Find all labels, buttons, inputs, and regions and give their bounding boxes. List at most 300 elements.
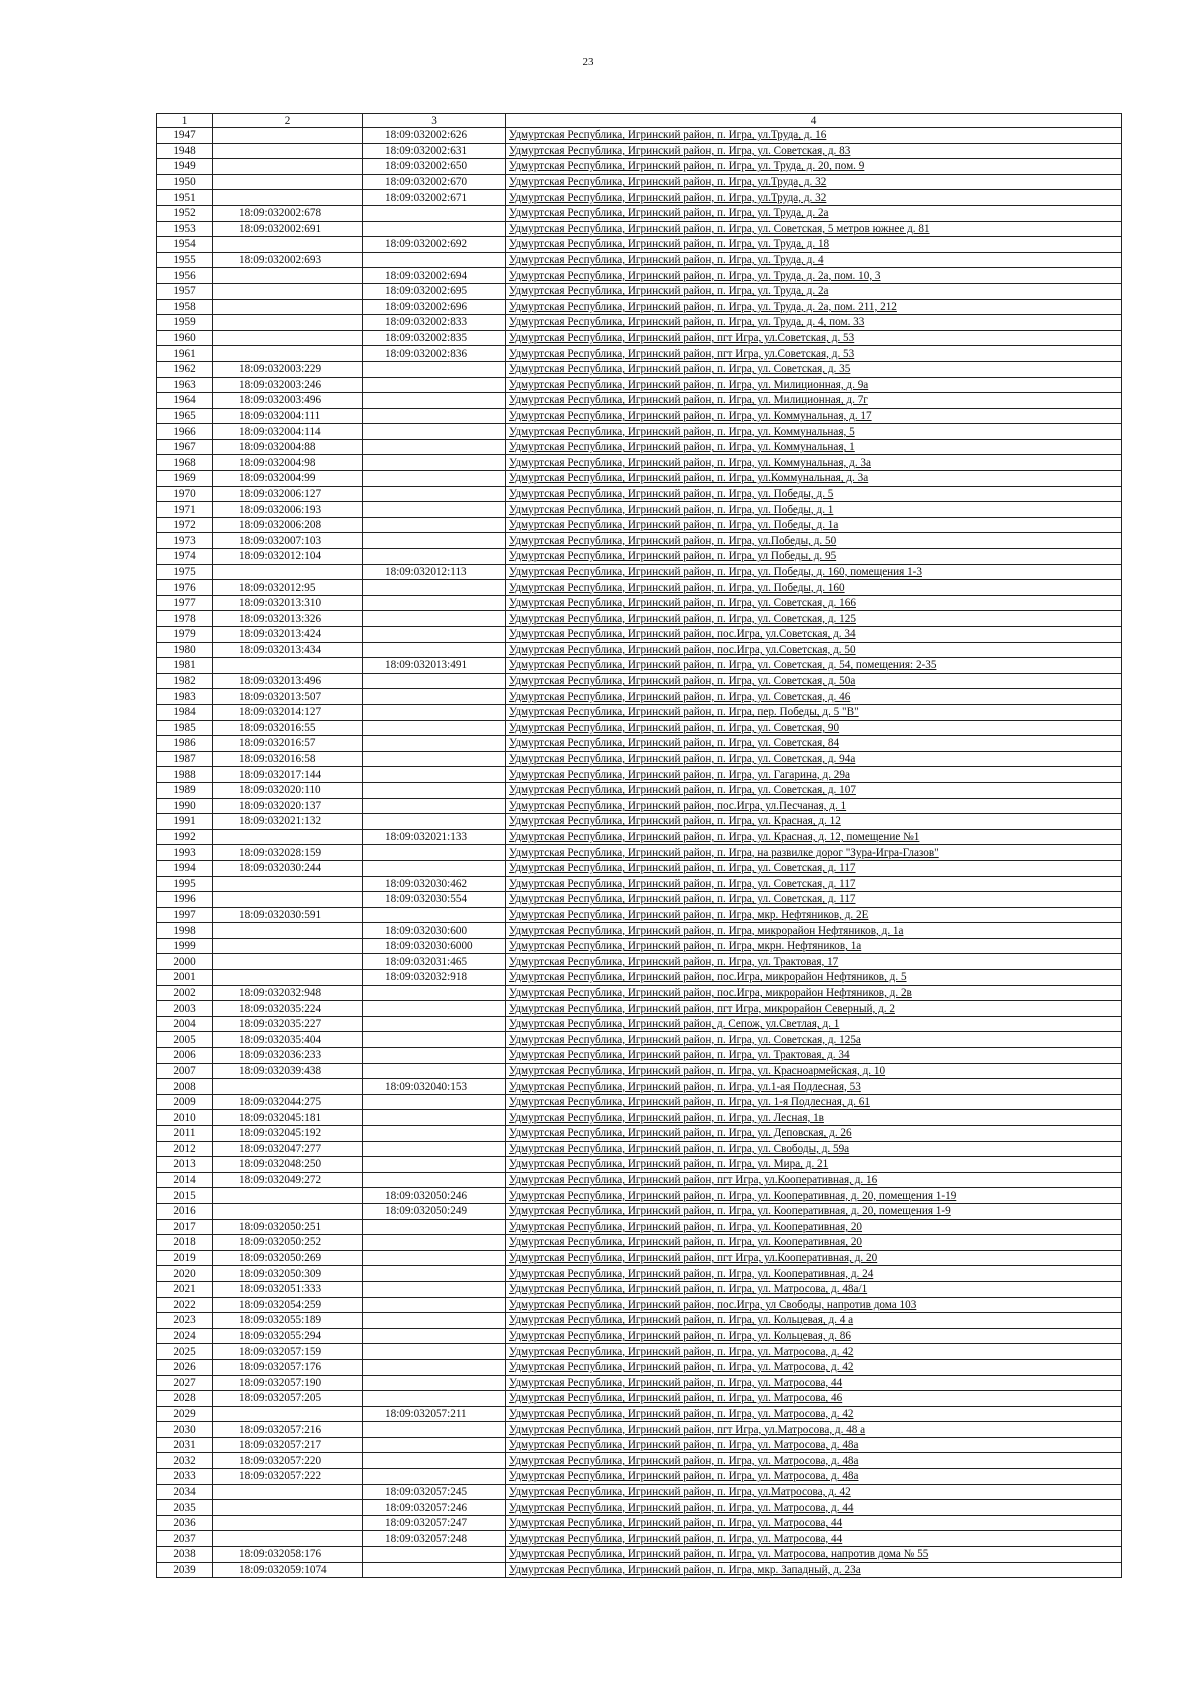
land-cadastral-number-cell — [213, 128, 363, 144]
table-row — [157, 720, 1122, 736]
row-number-cell: 1967 — [157, 439, 213, 455]
land-cadastral-number-cell: 18:09:032039:438 — [213, 1063, 363, 1079]
address-cell: Удмуртская Республика, Игринский район, п. Игра, ул. Коммунальная, д. 3а — [506, 455, 1122, 471]
land-cadastral-number-cell — [213, 876, 363, 892]
row-number-cell: 1947 — [157, 128, 213, 144]
address-cell: Удмуртская Республика, Игринский район, п. Игра, ул. Матросова, 44 — [506, 1531, 1122, 1547]
address-cell: Удмуртская Республика, Игринский район, п. Игра, ул. Коммунальная, 1 — [506, 439, 1122, 455]
table-row — [157, 736, 1122, 752]
land-cadastral-number-cell: 18:09:032044:275 — [213, 1094, 363, 1110]
building-cadastral-number-cell: 18:09:032002:696 — [363, 299, 506, 315]
land-cadastral-number-cell — [213, 283, 363, 299]
table-row — [157, 1110, 1122, 1126]
building-cadastral-number-cell — [363, 985, 506, 1001]
table-row — [157, 159, 1122, 175]
building-cadastral-number-cell — [363, 1266, 506, 1282]
building-cadastral-number-cell — [363, 814, 506, 830]
land-cadastral-number-cell: 18:09:032050:252 — [213, 1235, 363, 1251]
land-cadastral-number-cell: 18:09:032020:110 — [213, 782, 363, 798]
land-cadastral-number-cell — [213, 658, 363, 674]
table-row — [157, 1313, 1122, 1329]
address-cell: Удмуртская Республика, Игринский район, пос.Игра, ул Свободы, напротив дома 103 — [506, 1297, 1122, 1313]
land-cadastral-number-cell: 18:09:032014:127 — [213, 704, 363, 720]
row-number-cell: 1984 — [157, 704, 213, 720]
building-cadastral-number-cell — [363, 627, 506, 643]
land-cadastral-number-cell: 18:09:032016:55 — [213, 720, 363, 736]
address-cell: Удмуртская Республика, Игринский район, п. Игра, ул. Свободы, д. 59а — [506, 1141, 1122, 1157]
table-row — [157, 455, 1122, 471]
row-number-cell: 1948 — [157, 143, 213, 159]
address-cell: Удмуртская Республика, Игринский район, п. Игра, ул. Матросова, д. 44 — [506, 1500, 1122, 1516]
land-cadastral-number-cell — [213, 1406, 363, 1422]
table-row — [157, 1001, 1122, 1017]
building-cadastral-number-cell — [363, 704, 506, 720]
table-row — [157, 1016, 1122, 1032]
row-number-cell: 2033 — [157, 1469, 213, 1485]
table-row — [157, 1219, 1122, 1235]
row-number-cell: 2006 — [157, 1048, 213, 1064]
land-cadastral-number-cell: 18:09:032047:277 — [213, 1141, 363, 1157]
row-number-cell: 2022 — [157, 1297, 213, 1313]
row-number-cell: 2030 — [157, 1422, 213, 1438]
building-cadastral-number-cell — [363, 1391, 506, 1407]
land-cadastral-number-cell: 18:09:032013:507 — [213, 689, 363, 705]
land-cadastral-number-cell: 18:09:032013:310 — [213, 595, 363, 611]
building-cadastral-number-cell — [363, 1375, 506, 1391]
land-cadastral-number-cell — [213, 970, 363, 986]
building-cadastral-number-cell: 18:09:032030:462 — [363, 876, 506, 892]
address-cell: Удмуртская Республика, Игринский район, п. Игра, пер. Победы, д. 5 "В" — [506, 704, 1122, 720]
address-cell: Удмуртская Республика, Игринский район, пос.Игра, ул.Песчаная, д. 1 — [506, 798, 1122, 814]
land-cadastral-number-cell: 18:09:032006:127 — [213, 486, 363, 502]
building-cadastral-number-cell: 18:09:032021:133 — [363, 829, 506, 845]
land-cadastral-number-cell: 18:09:032035:227 — [213, 1016, 363, 1032]
address-cell: Удмуртская Республика, Игринский район, п. Игра, ул. Трактовая, 17 — [506, 954, 1122, 970]
building-cadastral-number-cell — [363, 1453, 506, 1469]
table-row — [157, 1266, 1122, 1282]
table-row — [157, 1422, 1122, 1438]
address-cell: Удмуртская Республика, Игринский район, п. Игра, ул. Красная, д. 12 — [506, 814, 1122, 830]
building-cadastral-number-cell: 18:09:032002:833 — [363, 315, 506, 331]
row-number-cell: 1996 — [157, 892, 213, 908]
row-number-cell: 1995 — [157, 876, 213, 892]
row-number-cell: 2013 — [157, 1157, 213, 1173]
building-cadastral-number-cell — [363, 720, 506, 736]
address-cell: Удмуртская Республика, Игринский район, п. Игра, мкр. Нефтяников, д. 2Е — [506, 907, 1122, 923]
row-number-cell: 1966 — [157, 424, 213, 440]
address-cell: Удмуртская Республика, Игринский район, п. Игра, ул.Победы, д. 50 — [506, 533, 1122, 549]
land-cadastral-number-cell: 18:09:032057:159 — [213, 1344, 363, 1360]
land-cadastral-number-cell: 18:09:032030:244 — [213, 860, 363, 876]
building-cadastral-number-cell — [363, 549, 506, 565]
building-cadastral-number-cell — [363, 642, 506, 658]
address-cell: Удмуртская Республика, Игринский район, п. Игра, ул. Труда, д. 18 — [506, 237, 1122, 253]
table-row — [157, 923, 1122, 939]
table-row — [157, 1375, 1122, 1391]
row-number-cell: 1971 — [157, 502, 213, 518]
address-cell: Удмуртская Республика, Игринский район, п. Игра, ул.Труда, д. 16 — [506, 128, 1122, 144]
land-cadastral-number-cell — [213, 330, 363, 346]
address-cell: Удмуртская Республика, Игринский район, п. Игра, ул. Советская, д. 125а — [506, 1032, 1122, 1048]
table-row — [157, 517, 1122, 533]
row-number-cell: 1964 — [157, 393, 213, 409]
building-cadastral-number-cell — [363, 1219, 506, 1235]
land-cadastral-number-cell — [213, 299, 363, 315]
address-cell: Удмуртская Республика, Игринский район, п. Игра, ул. Победы, д. 160, помещения 1-3 — [506, 564, 1122, 580]
row-number-cell: 1950 — [157, 174, 213, 190]
address-cell: Удмуртская Республика, Игринский район, п. Игра, ул. Труда, д. 4, пом. 33 — [506, 315, 1122, 331]
table-row — [157, 143, 1122, 159]
building-cadastral-number-cell — [363, 1281, 506, 1297]
table-row — [157, 892, 1122, 908]
row-number-cell: 2020 — [157, 1266, 213, 1282]
land-cadastral-number-cell: 18:09:032013:496 — [213, 673, 363, 689]
address-cell: Удмуртская Республика, Игринский район, п. Игра, мкрн. Нефтяников, 1а — [506, 938, 1122, 954]
address-cell: Удмуртская Республика, Игринский район, пгт Игра, ул.Матросова, д. 48 а — [506, 1422, 1122, 1438]
table-row — [157, 1406, 1122, 1422]
row-number-cell: 1954 — [157, 237, 213, 253]
table-row — [157, 627, 1122, 643]
address-cell: Удмуртская Республика, Игринский район, пос.Игра, микрорайон Нефтяников, д. 2в — [506, 985, 1122, 1001]
building-cadastral-number-cell — [363, 1001, 506, 1017]
address-cell: Удмуртская Республика, Игринский район, пгт Игра, ул.Кооперативная, д. 20 — [506, 1250, 1122, 1266]
table-row — [157, 174, 1122, 190]
row-number-cell: 2011 — [157, 1126, 213, 1142]
land-cadastral-number-cell: 18:09:032017:144 — [213, 767, 363, 783]
address-cell: Удмуртская Республика, Игринский район, п. Игра, ул. Кооперативная, 20 — [506, 1235, 1122, 1251]
row-number-cell: 2017 — [157, 1219, 213, 1235]
table-row — [157, 533, 1122, 549]
address-cell: Удмуртская Республика, Игринский район, п. Игра, ул. Красная, д. 12, помещение №1 — [506, 829, 1122, 845]
address-cell: Удмуртская Республика, Игринский район, п. Игра, ул. Труда, д. 2а, пом. 211, 212 — [506, 299, 1122, 315]
table-row — [157, 595, 1122, 611]
address-cell: Удмуртская Республика, Игринский район, п. Игра, мкр. Западный, д. 23а — [506, 1562, 1122, 1578]
address-cell: Удмуртская Республика, Игринский район, п. Игра, ул. Трактовая, д. 34 — [506, 1048, 1122, 1064]
address-cell: Удмуртская Республика, Игринский район, п. Игра, ул. Матросова, д. 48а — [506, 1437, 1122, 1453]
row-number-cell: 1979 — [157, 627, 213, 643]
land-cadastral-number-cell: 18:09:032006:193 — [213, 502, 363, 518]
address-cell: Удмуртская Республика, Игринский район, п. Игра, ул. Матросова, д. 42 — [506, 1344, 1122, 1360]
land-cadastral-number-cell: 18:09:032058:176 — [213, 1547, 363, 1563]
address-cell: Удмуртская Республика, Игринский район, п. Игра, ул. Советская, д. 107 — [506, 782, 1122, 798]
building-cadastral-number-cell: 18:09:032002:836 — [363, 346, 506, 362]
row-number-cell: 1992 — [157, 829, 213, 845]
address-cell: Удмуртская Республика, Игринский район, п. Игра, ул. Матросова, д. 48а/1 — [506, 1281, 1122, 1297]
row-number-cell: 1983 — [157, 689, 213, 705]
building-cadastral-number-cell: 18:09:032002:626 — [363, 128, 506, 144]
table-row — [157, 1250, 1122, 1266]
table-row — [157, 1453, 1122, 1469]
row-number-cell: 1974 — [157, 549, 213, 565]
address-cell: Удмуртская Республика, Игринский район, пос.Игра, микрорайон Нефтяников, д. 5 — [506, 970, 1122, 986]
row-number-cell: 1999 — [157, 938, 213, 954]
building-cadastral-number-cell — [363, 393, 506, 409]
address-cell: Удмуртская Республика, Игринский район, п. Игра, ул. Советская, 84 — [506, 736, 1122, 752]
land-cadastral-number-cell: 18:09:032050:251 — [213, 1219, 363, 1235]
address-cell: Удмуртская Республика, Игринский район, п. Игра, ул. Матросова, напротив дома № 55 — [506, 1547, 1122, 1563]
row-number-cell: 2026 — [157, 1359, 213, 1375]
address-cell: Удмуртская Республика, Игринский район, п. Игра, ул. Труда, д. 2а, пом. 10, 3 — [506, 268, 1122, 284]
address-cell: Удмуртская Республика, Игринский район, д. Сепож, ул.Светлая, д. 1 — [506, 1016, 1122, 1032]
building-cadastral-number-cell — [363, 1328, 506, 1344]
address-cell: Удмуртская Республика, Игринский район, п. Игра, ул. Победы, д. 160 — [506, 580, 1122, 596]
building-cadastral-number-cell — [363, 1094, 506, 1110]
building-cadastral-number-cell — [363, 845, 506, 861]
address-cell: Удмуртская Республика, Игринский район, п. Игра, ул. Советская, 5 метров южнее д. 81 — [506, 221, 1122, 237]
building-cadastral-number-cell — [363, 782, 506, 798]
row-number-cell: 1987 — [157, 751, 213, 767]
building-cadastral-number-cell: 18:09:032057:246 — [363, 1500, 506, 1516]
building-cadastral-number-cell — [363, 1063, 506, 1079]
land-cadastral-number-cell — [213, 143, 363, 159]
building-cadastral-number-cell — [363, 689, 506, 705]
address-cell: Удмуртская Республика, Игринский район, п. Игра, ул. Кооперативная, д. 20, помещения 1-9 — [506, 1203, 1122, 1219]
address-cell: Удмуртская Республика, Игринский район, п. Игра, ул. 1-я Подлесная, д. 61 — [506, 1094, 1122, 1110]
building-cadastral-number-cell: 18:09:032057:247 — [363, 1515, 506, 1531]
row-number-cell: 1962 — [157, 361, 213, 377]
building-cadastral-number-cell: 18:09:032032:918 — [363, 970, 506, 986]
land-cadastral-number-cell: 18:09:032050:269 — [213, 1250, 363, 1266]
table-row — [157, 658, 1122, 674]
row-number-cell: 2000 — [157, 954, 213, 970]
row-number-cell: 1993 — [157, 845, 213, 861]
address-cell: Удмуртская Республика, Игринский район, п. Игра, ул. Матросова, д. 48а — [506, 1453, 1122, 1469]
row-number-cell: 1960 — [157, 330, 213, 346]
address-cell: Удмуртская Республика, Игринский район, п. Игра, ул. Труда, д. 20, пом. 9 — [506, 159, 1122, 175]
table-row — [157, 471, 1122, 487]
address-cell: Удмуртская Республика, Игринский район, п. Игра, ул.Матросова, д. 42 — [506, 1484, 1122, 1500]
building-cadastral-number-cell: 18:09:032002:694 — [363, 268, 506, 284]
table-row — [157, 907, 1122, 923]
address-cell: Удмуртская Республика, Игринский район, пос.Игра, ул.Советская, д. 34 — [506, 627, 1122, 643]
land-cadastral-number-cell — [213, 564, 363, 580]
land-cadastral-number-cell: 18:09:032013:424 — [213, 627, 363, 643]
row-number-cell: 2015 — [157, 1188, 213, 1204]
address-cell: Удмуртская Республика, Игринский район, п. Игра, ул. Коммунальная, д. 17 — [506, 408, 1122, 424]
building-cadastral-number-cell: 18:09:032050:246 — [363, 1188, 506, 1204]
building-cadastral-number-cell — [363, 1437, 506, 1453]
table-row — [157, 1437, 1122, 1453]
table-row — [157, 1188, 1122, 1204]
row-number-cell: 2008 — [157, 1079, 213, 1095]
address-cell: Удмуртская Республика, Игринский район, пгт Игра, ул.Советская, д. 53 — [506, 346, 1122, 362]
building-cadastral-number-cell — [363, 1048, 506, 1064]
address-cell: Удмуртская Республика, Игринский район, п. Игра, ул. Труда, д. 2а — [506, 205, 1122, 221]
row-number-cell: 1952 — [157, 205, 213, 221]
building-cadastral-number-cell — [363, 533, 506, 549]
row-number-cell: 2007 — [157, 1063, 213, 1079]
row-number-cell: 1981 — [157, 658, 213, 674]
address-cell: Удмуртская Республика, Игринский район, п. Игра, ул. Кооперативная, д. 24 — [506, 1266, 1122, 1282]
building-cadastral-number-cell — [363, 1297, 506, 1313]
table-row — [157, 1359, 1122, 1375]
land-cadastral-number-cell: 18:09:032051:333 — [213, 1281, 363, 1297]
land-cadastral-number-cell: 18:09:032049:272 — [213, 1172, 363, 1188]
land-cadastral-number-cell: 18:09:032055:189 — [213, 1313, 363, 1329]
land-cadastral-number-cell — [213, 1188, 363, 1204]
table-row — [157, 1126, 1122, 1142]
land-cadastral-number-cell: 18:09:032035:224 — [213, 1001, 363, 1017]
land-cadastral-number-cell: 18:09:032002:678 — [213, 205, 363, 221]
building-cadastral-number-cell — [363, 673, 506, 689]
land-cadastral-number-cell — [213, 938, 363, 954]
building-cadastral-number-cell — [363, 424, 506, 440]
address-cell: Удмуртская Республика, Игринский район, п. Игра, ул. Труда, д. 2а — [506, 283, 1122, 299]
row-number-cell: 1973 — [157, 533, 213, 549]
address-cell: Удмуртская Республика, Игринский район, п. Игра, микрорайон Нефтяников, д. 1а — [506, 923, 1122, 939]
address-cell: Удмуртская Республика, Игринский район, пгт Игра, ул.Советская, д. 53 — [506, 330, 1122, 346]
address-cell: Удмуртская Республика, Игринский район, п. Игра, ул. Матросова, 44 — [506, 1375, 1122, 1391]
address-cell: Удмуртская Республика, Игринский район, п. Игра, ул. Красноармейская, д. 10 — [506, 1063, 1122, 1079]
row-number-cell: 1953 — [157, 221, 213, 237]
building-cadastral-number-cell — [363, 595, 506, 611]
building-cadastral-number-cell: 18:09:032057:245 — [363, 1484, 506, 1500]
address-cell: Удмуртская Республика, Игринский район, п. Игра, ул. Кооперативная, 20 — [506, 1219, 1122, 1235]
land-cadastral-number-cell: 18:09:032020:137 — [213, 798, 363, 814]
table-row — [157, 393, 1122, 409]
table-row — [157, 845, 1122, 861]
table-row — [157, 611, 1122, 627]
row-number-cell: 2032 — [157, 1453, 213, 1469]
table-row — [157, 1203, 1122, 1219]
land-cadastral-number-cell — [213, 190, 363, 206]
building-cadastral-number-cell: 18:09:032030:554 — [363, 892, 506, 908]
table-row — [157, 1484, 1122, 1500]
row-number-cell: 2014 — [157, 1172, 213, 1188]
row-number-cell: 1963 — [157, 377, 213, 393]
building-cadastral-number-cell — [363, 1110, 506, 1126]
row-number-cell: 2038 — [157, 1547, 213, 1563]
land-cadastral-number-cell: 18:09:032045:181 — [213, 1110, 363, 1126]
building-cadastral-number-cell — [363, 1422, 506, 1438]
row-number-cell: 1970 — [157, 486, 213, 502]
table-row — [157, 361, 1122, 377]
address-cell: Удмуртская Республика, Игринский район, п. Игра, ул. Милиционная, д. 9а — [506, 377, 1122, 393]
land-cadastral-number-cell: 18:09:032030:591 — [213, 907, 363, 923]
building-cadastral-number-cell — [363, 1313, 506, 1329]
row-number-cell: 1989 — [157, 782, 213, 798]
row-number-cell: 2004 — [157, 1016, 213, 1032]
land-cadastral-number-cell: 18:09:032059:1074 — [213, 1562, 363, 1578]
table-row — [157, 1562, 1122, 1578]
land-cadastral-number-cell — [213, 159, 363, 175]
table-row — [157, 268, 1122, 284]
row-number-cell: 2009 — [157, 1094, 213, 1110]
table-row — [157, 424, 1122, 440]
table-row — [157, 876, 1122, 892]
address-cell: Удмуртская Республика, Игринский район, п. Игра, ул. Труда, д. 4 — [506, 252, 1122, 268]
building-cadastral-number-cell — [363, 1126, 506, 1142]
building-cadastral-number-cell: 18:09:032031:465 — [363, 954, 506, 970]
row-number-cell: 2001 — [157, 970, 213, 986]
table-row — [157, 190, 1122, 206]
building-cadastral-number-cell — [363, 1562, 506, 1578]
land-cadastral-number-cell: 18:09:032057:217 — [213, 1437, 363, 1453]
building-cadastral-number-cell — [363, 1469, 506, 1485]
table-row — [157, 377, 1122, 393]
address-cell: Удмуртская Республика, Игринский район, п. Игра, ул. Кооперативная, д. 20, помещения 1-19 — [506, 1188, 1122, 1204]
table-row — [157, 829, 1122, 845]
row-number-cell: 1994 — [157, 860, 213, 876]
land-cadastral-number-cell: 18:09:032004:111 — [213, 408, 363, 424]
header-col-3: 3 — [363, 114, 506, 128]
land-cadastral-number-cell: 18:09:032007:103 — [213, 533, 363, 549]
row-number-cell: 1956 — [157, 268, 213, 284]
table-row — [157, 1094, 1122, 1110]
address-cell: Удмуртская Республика, Игринский район, п. Игра, ул. Советская, д. 46 — [506, 689, 1122, 705]
row-number-cell: 2037 — [157, 1531, 213, 1547]
building-cadastral-number-cell — [363, 502, 506, 518]
land-cadastral-number-cell: 18:09:032016:58 — [213, 751, 363, 767]
table-row — [157, 985, 1122, 1001]
table-row — [157, 439, 1122, 455]
building-cadastral-number-cell: 18:09:032030:6000 — [363, 938, 506, 954]
row-number-cell: 1951 — [157, 190, 213, 206]
table-row — [157, 1172, 1122, 1188]
row-number-cell: 2023 — [157, 1313, 213, 1329]
table-row — [157, 252, 1122, 268]
table-body — [157, 128, 1122, 1578]
land-cadastral-number-cell: 18:09:032032:948 — [213, 985, 363, 1001]
land-cadastral-number-cell: 18:09:032048:250 — [213, 1157, 363, 1173]
table-row — [157, 1235, 1122, 1251]
row-number-cell: 1980 — [157, 642, 213, 658]
land-cadastral-number-cell: 18:09:032006:208 — [213, 517, 363, 533]
table-row — [157, 502, 1122, 518]
land-cadastral-number-cell — [213, 954, 363, 970]
row-number-cell: 2031 — [157, 1437, 213, 1453]
address-cell: Удмуртская Республика, Игринский район, п. Игра, ул. Победы, д. 1а — [506, 517, 1122, 533]
land-cadastral-number-cell: 18:09:032012:95 — [213, 580, 363, 596]
address-cell: Удмуртская Республика, Игринский район, п. Игра, ул. Лесная, 1в — [506, 1110, 1122, 1126]
address-cell: Удмуртская Республика, Игринский район, п. Игра, ул. Победы, д. 1 — [506, 502, 1122, 518]
land-cadastral-number-cell: 18:09:032035:404 — [213, 1032, 363, 1048]
page-number: 23 — [582, 56, 594, 68]
building-cadastral-number-cell — [363, 408, 506, 424]
building-cadastral-number-cell — [363, 1344, 506, 1360]
table-row — [157, 798, 1122, 814]
building-cadastral-number-cell: 18:09:032002:835 — [363, 330, 506, 346]
land-cadastral-number-cell: 18:09:032045:192 — [213, 1126, 363, 1142]
building-cadastral-number-cell — [363, 736, 506, 752]
header-col-4: 4 — [506, 114, 1122, 128]
table-row — [157, 1281, 1122, 1297]
row-number-cell: 2027 — [157, 1375, 213, 1391]
land-cadastral-number-cell: 18:09:032036:233 — [213, 1048, 363, 1064]
table-row — [157, 1157, 1122, 1173]
row-number-cell: 1949 — [157, 159, 213, 175]
building-cadastral-number-cell — [363, 798, 506, 814]
building-cadastral-number-cell: 18:09:032002:670 — [363, 174, 506, 190]
building-cadastral-number-cell — [363, 517, 506, 533]
table-row — [157, 1547, 1122, 1563]
land-cadastral-number-cell: 18:09:032057:190 — [213, 1375, 363, 1391]
table-row — [157, 704, 1122, 720]
address-cell: Удмуртская Республика, Игринский район, п. Игра, ул.Коммунальная, д. 3а — [506, 471, 1122, 487]
table-row — [157, 1141, 1122, 1157]
row-number-cell: 1997 — [157, 907, 213, 923]
building-cadastral-number-cell: 18:09:032057:211 — [363, 1406, 506, 1422]
address-cell: Удмуртская Республика, Игринский район, п. Игра, ул. Советская, д. 83 — [506, 143, 1122, 159]
address-cell: Удмуртская Республика, Игринский район, п. Игра, ул. Матросова, 46 — [506, 1391, 1122, 1407]
table-row — [157, 938, 1122, 954]
building-cadastral-number-cell — [363, 1250, 506, 1266]
row-number-cell: 2003 — [157, 1001, 213, 1017]
row-number-cell: 1985 — [157, 720, 213, 736]
land-cadastral-number-cell: 18:09:032002:691 — [213, 221, 363, 237]
land-cadastral-number-cell: 18:09:032003:246 — [213, 377, 363, 393]
row-number-cell: 1975 — [157, 564, 213, 580]
